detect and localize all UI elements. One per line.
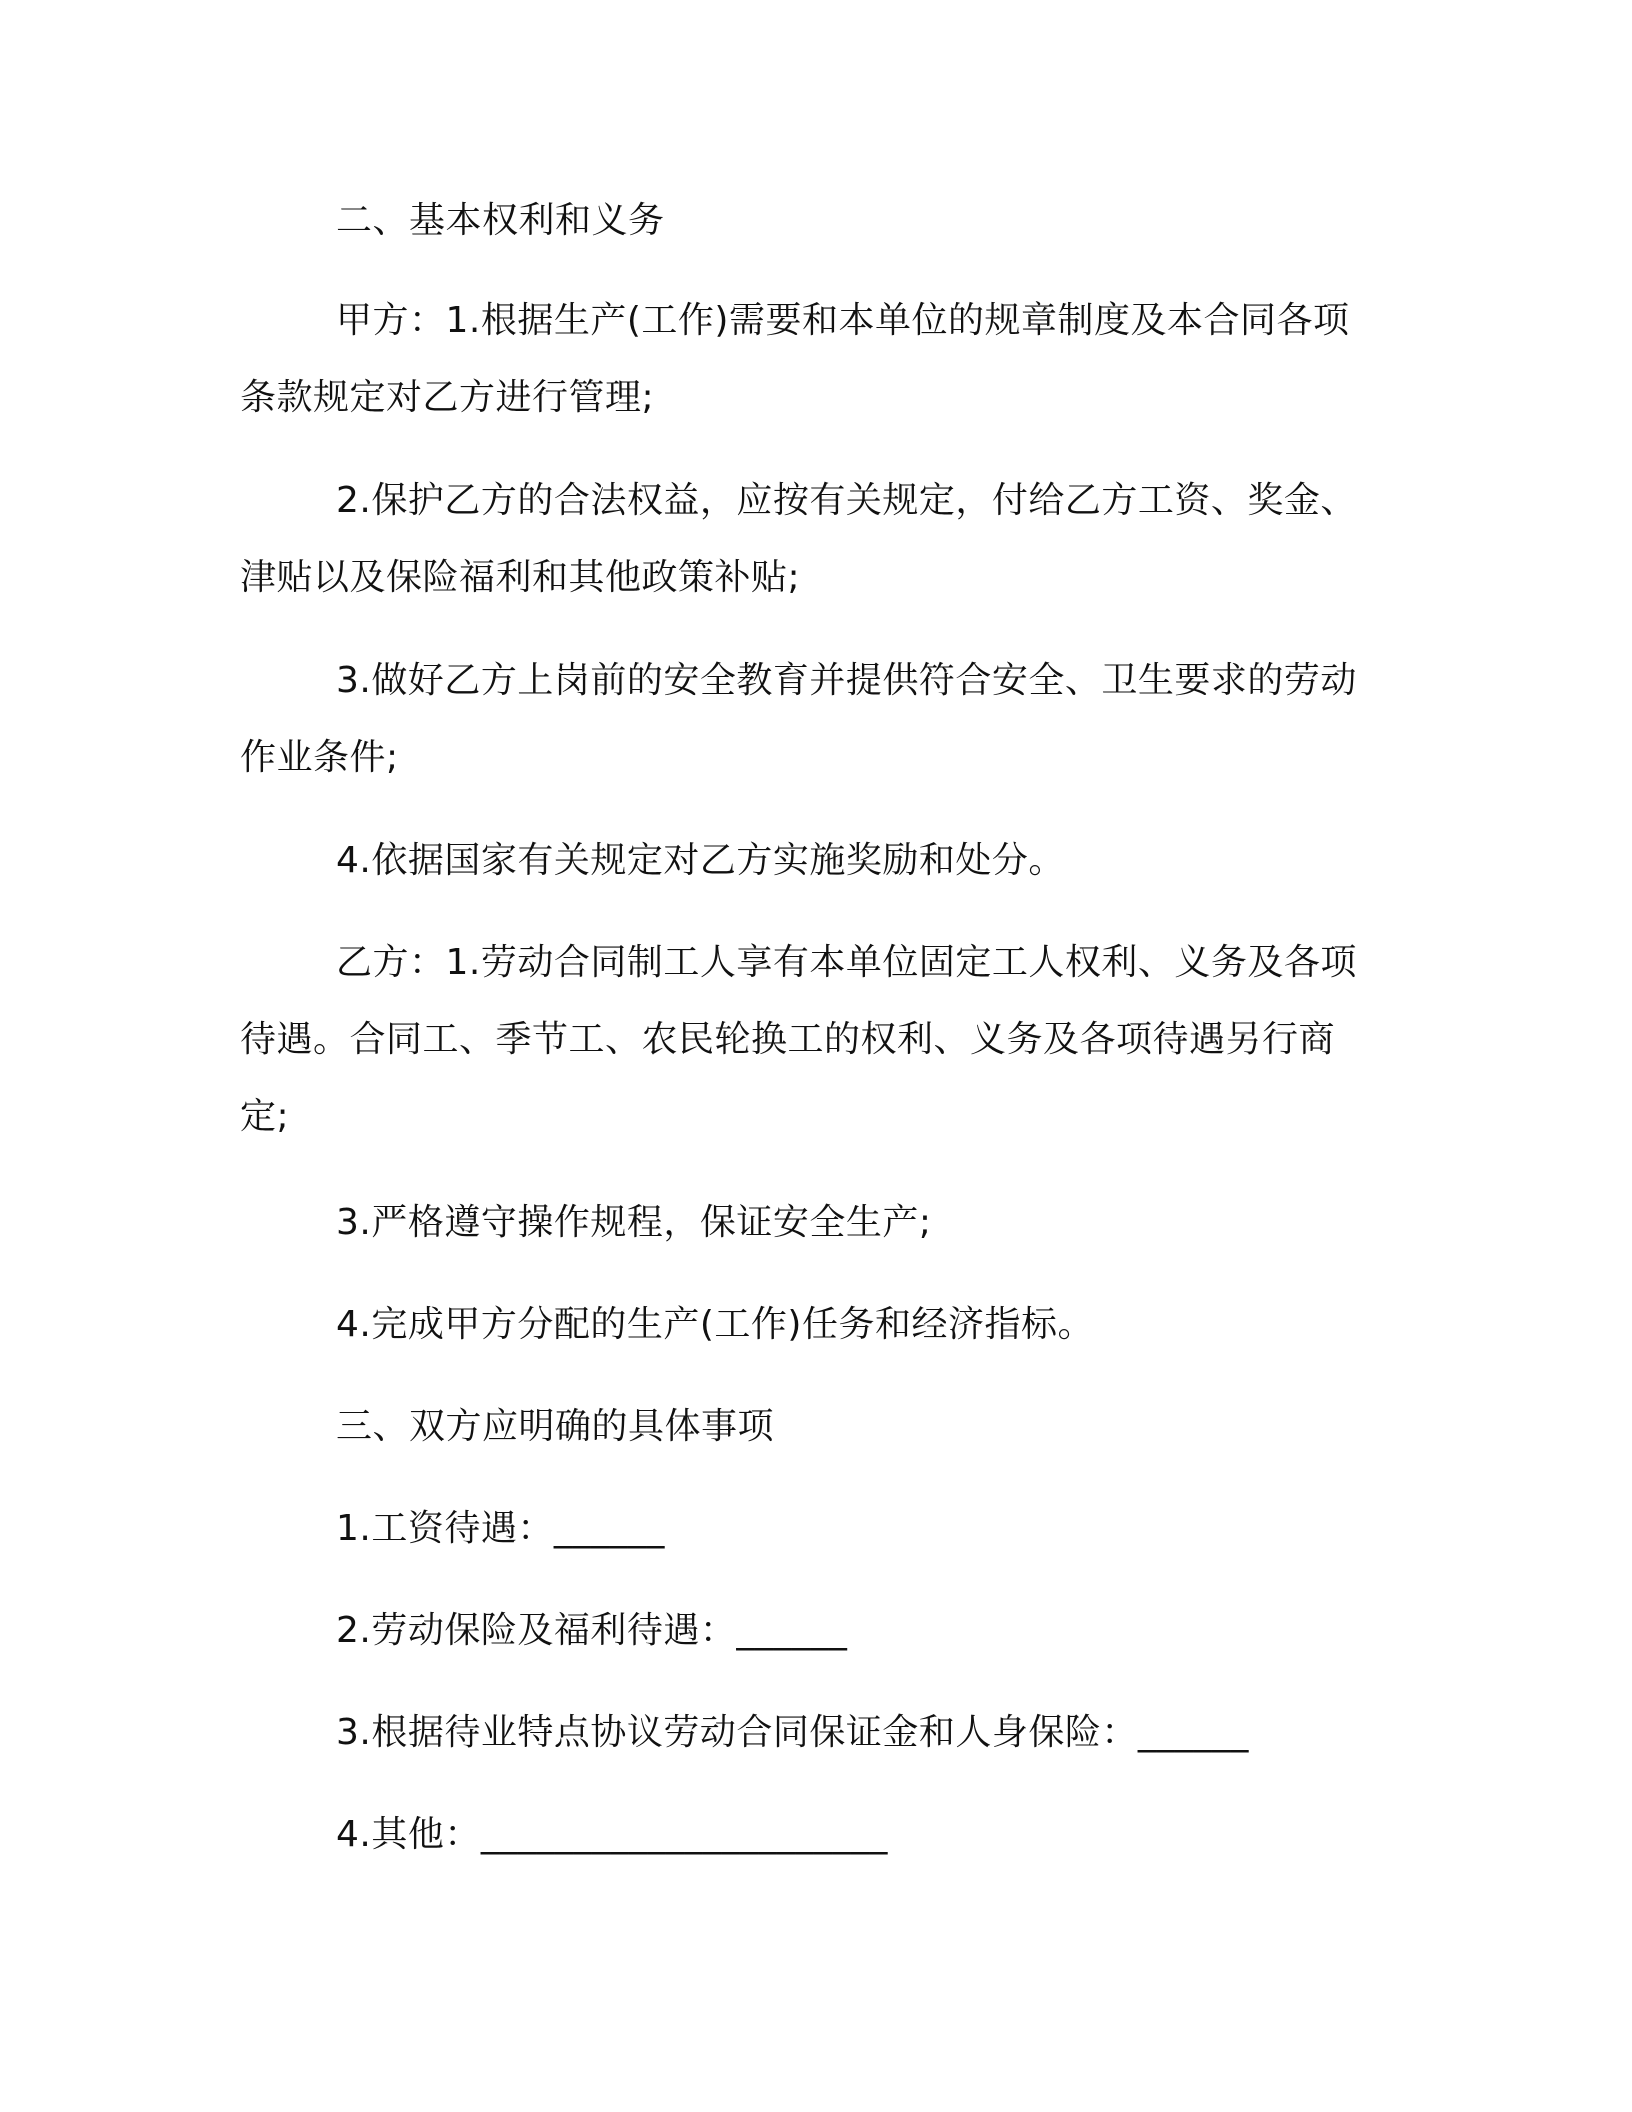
matter-item-salary — [240, 1490, 1380, 1567]
party-b-item-3 — [240, 1184, 1380, 1261]
party-b-item-4 — [240, 1286, 1380, 1363]
paragraph-line: 3.严格遵守操作规程，保证安全生产; — [336, 1202, 932, 1243]
party-b-item-1 — [240, 924, 1380, 1155]
paragraph-line: 3.根据待业特点协议劳动合同保证金和人身保险：______ — [336, 1712, 1249, 1753]
section-heading-rights-obligations — [240, 182, 1380, 259]
paragraph-line: 4.其他：______________________ — [336, 1814, 888, 1855]
paragraph-line: 4.依据国家有关规定对乙方实施奖励和处分。 — [336, 840, 1065, 881]
paragraph-line: 条款规定对乙方进行管理; — [240, 377, 655, 418]
paragraph-line: 1.工资待遇：______ — [336, 1508, 665, 1549]
matter-item-other — [240, 1796, 1380, 1873]
party-a-item-1 — [240, 282, 1380, 436]
paragraph-line: 定; — [240, 1096, 290, 1137]
matter-item-deposit — [240, 1694, 1380, 1771]
paragraph-line: 2.保护乙方的合法权益，应按有关规定，付给乙方工资、奖金、 — [336, 480, 1357, 521]
heading-text: 二、基本权利和义务 — [336, 200, 665, 241]
paragraph-line: 待遇。合同工、季节工、农民轮换工的权利、义务及各项待遇另行商 — [240, 1019, 1336, 1060]
paragraph-line: 津贴以及保险福利和其他政策补贴; — [240, 557, 801, 598]
section-heading-specific-matters — [240, 1388, 1380, 1465]
paragraph-line: 乙方：1.劳动合同制工人享有本单位固定工人权利、义务及各项 — [336, 942, 1357, 983]
paragraph-line: 作业条件; — [240, 737, 399, 778]
heading-text: 三、双方应明确的具体事项 — [336, 1406, 775, 1447]
paragraph-line: 甲方：1.根据生产(工作)需要和本单位的规章制度及本合同各项 — [336, 300, 1350, 341]
paragraph-line: 4.完成甲方分配的生产(工作)任务和经济指标。 — [336, 1304, 1094, 1345]
party-a-item-4 — [240, 822, 1380, 899]
paragraph-line: 2.劳动保险及福利待遇：______ — [336, 1610, 848, 1651]
paragraph-line: 3.做好乙方上岗前的安全教育并提供符合安全、卫生要求的劳动 — [336, 660, 1357, 701]
party-a-item-3 — [240, 642, 1380, 796]
party-a-item-2 — [240, 462, 1380, 616]
matter-item-insurance — [240, 1592, 1380, 1669]
